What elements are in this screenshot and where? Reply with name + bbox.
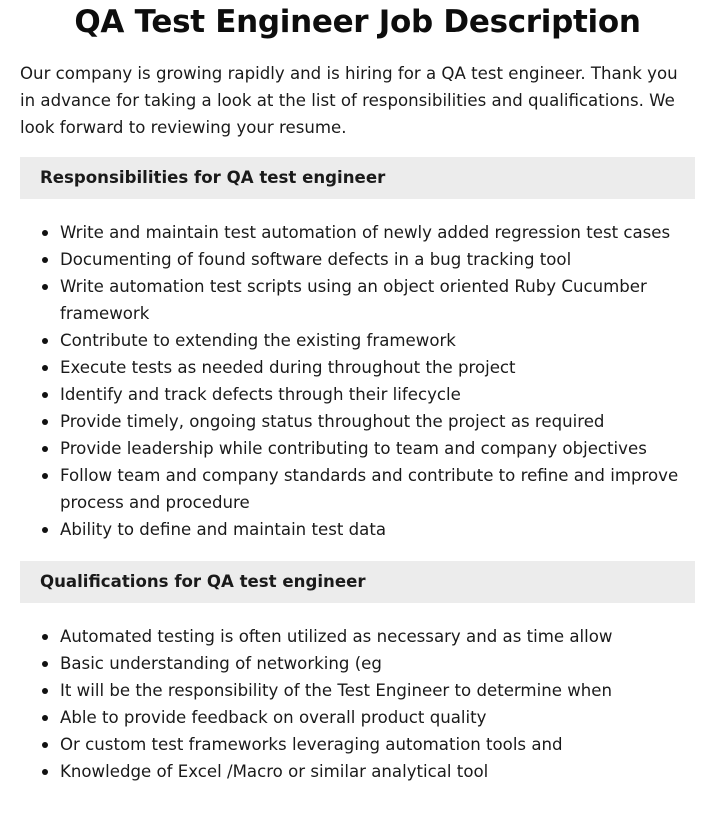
list-item: Automated testing is often utilized as necessary and as time allow [60, 623, 695, 650]
list-item: Knowledge of Excel /Macro or similar analytical tool [60, 758, 695, 785]
job-description-page [20, 0, 695, 785]
list-item: Contribute to extending the existing framework [60, 327, 695, 354]
list-item: Ability to define and maintain test data [60, 516, 695, 543]
qualifications-list [20, 623, 695, 785]
list-item: Basic understanding of networking (eg [60, 650, 695, 677]
list-item: Documenting of found software defects in a bug tracking tool [60, 246, 695, 273]
list-item: Execute tests as needed during throughout the project [60, 354, 695, 381]
list-item: Able to provide feedback on overall product quality [60, 704, 695, 731]
list-item: It will be the responsibility of the Test Engineer to determine when [60, 677, 695, 704]
list-item: Provide timely, ongoing status throughout the project as required [60, 408, 695, 435]
responsibilities-list [20, 219, 695, 543]
intro-paragraph: Our company is growing rapidly and is hiring for a QA test engineer. Thank you in advance for taking a look at the list of responsibilities and qualifications. We look forward to reviewing your resume. [20, 64, 678, 137]
page-title: QA Test Engineer Job Description [74, 4, 641, 40]
list-item: Write automation test scripts using an object oriented Ruby Cucumber framework [60, 273, 695, 327]
list-item: Write and maintain test automation of newly added regression test cases [60, 219, 695, 246]
list-item: Or custom test frameworks leveraging automation tools and [60, 731, 695, 758]
list-item: Provide leadership while contributing to team and company objectives [60, 435, 695, 462]
list-item: Identify and track defects through their lifecycle [60, 381, 695, 408]
qualifications-heading: Qualifications for QA test engineer [20, 561, 695, 603]
responsibilities-heading: Responsibilities for QA test engineer [20, 157, 695, 199]
list-item: Follow team and company standards and contribute to refine and improve process and procedure [60, 462, 695, 516]
